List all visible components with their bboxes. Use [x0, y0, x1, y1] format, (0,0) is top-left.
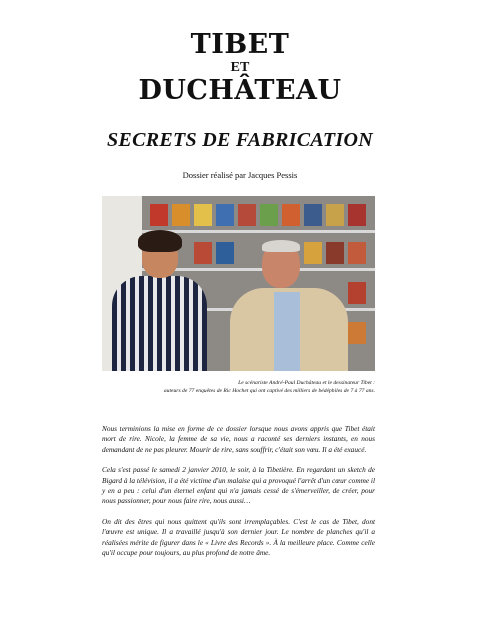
- photo-caption: [102, 379, 375, 395]
- person-right-hair: [262, 240, 300, 252]
- comic-cover: [172, 204, 190, 226]
- comic-cover: [304, 204, 322, 226]
- person-left-striped-shirt: [112, 276, 207, 371]
- comic-cover: [216, 242, 234, 264]
- byline: Dossier réalisé par Jacques Pessis: [182, 170, 298, 180]
- title-line-1: TIBET: [190, 29, 290, 60]
- comic-cover: [348, 322, 366, 344]
- paragraph: Cela s'est passé le samedi 2 janvier 2010, le soir, à la Tibetière. En regardant un sketch de Bigard à la télévision, il a été victime d'un malaise qui a provoqué l'arrêt d'un cœur comme il y en a peu : celui d'un éternel enfant qui n'a jamais cessé de s'émerveiller, de créer, pour nous passionner, pour nous faire rire, nous aussi…: [102, 465, 375, 506]
- comic-cover: [216, 204, 234, 226]
- person-right-shirt: [274, 292, 300, 371]
- photo: [102, 196, 375, 371]
- caption-line-2: auteurs de 77 enquêtes de Ric Hochet qui ont captivé des milliers de bédéphiles de 7 à 77 ans.: [163, 388, 375, 394]
- title-connector: ET: [230, 60, 250, 75]
- comic-cover: [238, 204, 256, 226]
- comic-cover: [304, 242, 322, 264]
- comic-cover: [326, 204, 344, 226]
- comic-cover: [348, 242, 366, 264]
- title-block: [0, 30, 480, 106]
- subtitle: SECRETS DE FABRICATION: [107, 129, 373, 151]
- comic-cover: [260, 204, 278, 226]
- comic-cover: [282, 204, 300, 226]
- shelf: [142, 268, 375, 271]
- title-line-2: DUCHÂTEAU: [138, 75, 342, 106]
- body-text: [102, 424, 375, 568]
- shelf: [142, 230, 375, 233]
- paragraph: Nous terminions la mise en forme de ce dossier lorsque nous avons appris que Tibet était mort de rire. Nicole, la femme de sa vie, nous a raconté ses derniers instants, en nous demandant de ne pas pleurer. Mourir de rire, sans souffrir, c'était son vœu. Il a été exaucé.: [102, 424, 375, 454]
- person-left-hair: [138, 230, 182, 252]
- comic-cover: [348, 282, 366, 304]
- paragraph: On dit des êtres qui nous quittent qu'ils sont irremplaçables. C'est le cas de Tibet, dont l'œuvre est unique. Il a travaillé jusqu'à son dernier jour. Le nombre de planches qu'il a réalisées mérite de figurer dans le « Livre des Records ». À la meilleure place. Comme celle qu'il occupe pour toujours, au plus profond de notre âme.: [102, 516, 375, 558]
- comic-cover: [348, 204, 366, 226]
- comic-cover: [194, 204, 212, 226]
- comic-cover: [326, 242, 344, 264]
- comic-cover: [194, 242, 212, 264]
- comic-cover: [150, 204, 168, 226]
- caption-line-1: Le scénariste André-Paul Duchâteau et le dessinateur Tibet :: [238, 380, 375, 386]
